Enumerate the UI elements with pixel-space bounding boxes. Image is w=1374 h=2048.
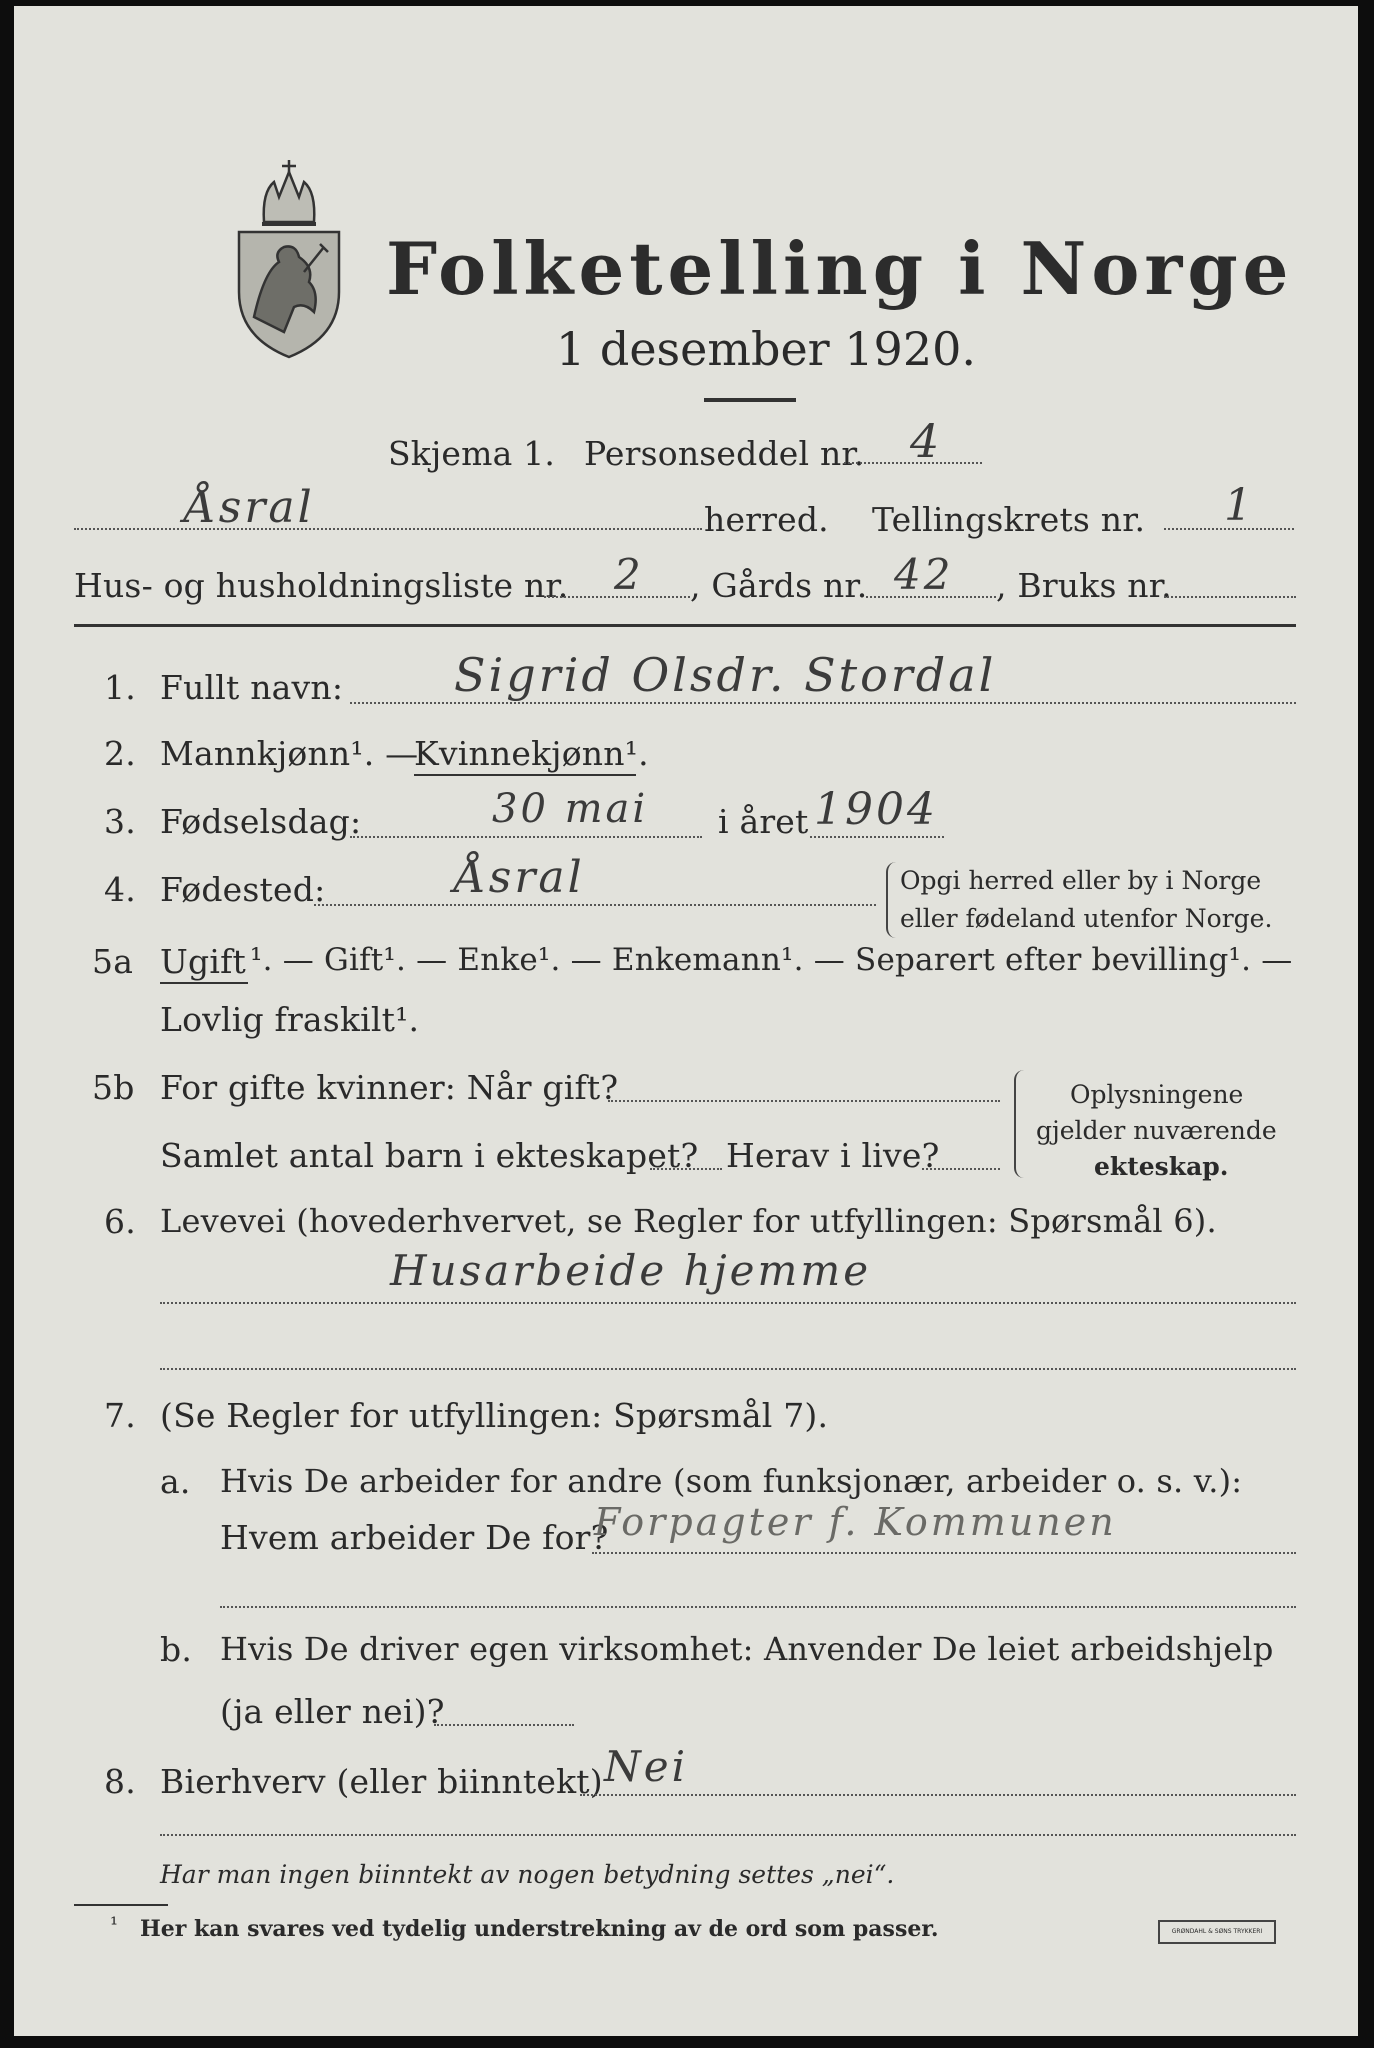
q7b-label2: (ja eller nei)? xyxy=(220,1692,445,1731)
q5b-note1: Oplysningene xyxy=(1070,1080,1244,1109)
printer-stamp-text: GRØNDAHL & SØNS TRYKKERI xyxy=(1171,1928,1263,1935)
q5b-label2: Samlet antal barn i ekteskapet? xyxy=(160,1136,699,1175)
q4-label: Fødested: xyxy=(160,870,326,909)
footnote-text: Her kan svares ved tydelig understrekning av de ord som passer. xyxy=(140,1916,939,1942)
q5b-note-brace xyxy=(1014,1070,1028,1178)
q5a-line2: Lovlig fraskilt¹. xyxy=(160,1000,420,1039)
footnote-rule xyxy=(74,1904,168,1906)
q4-note-line1: Opgi herred eller by i Norge xyxy=(900,866,1262,895)
q1-number: 1. xyxy=(104,668,136,707)
q4-number: 4. xyxy=(104,870,136,909)
q6-value: Husarbeide hjemme xyxy=(390,1246,872,1295)
q3-year-field[interactable] xyxy=(810,836,944,838)
gards-label: , Gårds nr. xyxy=(690,566,868,605)
q8-field[interactable] xyxy=(580,1794,1296,1796)
q4-field[interactable] xyxy=(314,904,876,906)
liste-value: 2 xyxy=(614,550,644,599)
q5b-alive-field[interactable] xyxy=(922,1168,1000,1170)
q5b-when-field[interactable] xyxy=(608,1100,1000,1102)
q2-female: Kvinnekjønn¹. xyxy=(414,734,649,773)
q5b-number: 5b xyxy=(92,1068,135,1107)
q3-day-field[interactable] xyxy=(350,836,702,838)
q3-label: Fødselsdag: xyxy=(160,802,362,841)
q3-value: 30 mai xyxy=(492,786,649,832)
title-divider xyxy=(704,398,796,402)
q7b-field[interactable] xyxy=(434,1724,574,1726)
page-title: Folketelling i Norge xyxy=(386,226,1294,311)
tellingskrets-value: 1 xyxy=(1224,480,1255,531)
q7-number: 7. xyxy=(104,1396,136,1435)
tellingskrets-label: Tellingskrets nr. xyxy=(872,500,1146,539)
q3-year-value: 1904 xyxy=(814,784,938,835)
herred-value: Åsral xyxy=(184,482,315,533)
q3-year-label: i året xyxy=(718,802,809,841)
q8-label: Bierhverv (eller biinntekt) xyxy=(160,1762,603,1801)
herred-field[interactable] xyxy=(74,528,702,530)
q8-number: 8. xyxy=(104,1762,136,1801)
q7a-field[interactable] xyxy=(592,1552,1296,1554)
q7a-label: Hvis De arbeider for andre (som funksjonær, arbeider o. s. v.): xyxy=(220,1462,1243,1500)
personseddel-label: Personseddel nr. xyxy=(584,434,865,473)
footnote-mark: ¹ xyxy=(110,1912,119,1936)
gards-value: 42 xyxy=(894,550,954,599)
q1-field[interactable] xyxy=(350,702,1296,704)
q5a-ugift-underline xyxy=(160,982,248,984)
bruks-label: , Bruks nr. xyxy=(996,566,1172,605)
personseddel-value: 4 xyxy=(910,414,943,468)
skjema-label: Skjema 1. xyxy=(388,434,556,473)
q7a-label2: Hvem arbeider De for? xyxy=(220,1518,609,1557)
q7-label: (Se Regler for utfyllingen: Spørsmål 7). xyxy=(160,1396,829,1435)
q5b-label1: For gifte kvinner: Når gift? xyxy=(160,1068,619,1107)
q4-value: Åsral xyxy=(454,852,585,903)
q5b-note3: ekteskap. xyxy=(1094,1152,1229,1181)
q2-number: 2. xyxy=(104,734,136,773)
q6-field-line1[interactable] xyxy=(160,1302,1296,1304)
bruks-field[interactable] xyxy=(1164,596,1296,598)
q8-field-line2[interactable] xyxy=(160,1834,1296,1836)
q4-note-line2: eller fødeland utenfor Norge. xyxy=(900,904,1273,933)
q6-label: Levevei (hovederhvervet, se Regler for utfyllingen: Spørsmål 6). xyxy=(160,1202,1217,1240)
census-form xyxy=(14,6,1358,2036)
q6-field-line2[interactable] xyxy=(160,1368,1296,1370)
q3-number: 3. xyxy=(104,802,136,841)
q5a-options: ¹. — Gift¹. — Enke¹. — Enkemann¹. — Separert efter bevilling¹. — xyxy=(250,942,1293,978)
q8-value: Nei xyxy=(604,1742,689,1791)
q1-label: Fullt navn: xyxy=(160,668,344,707)
q5b-children-field[interactable] xyxy=(650,1168,722,1170)
q4-note-brace xyxy=(886,862,898,938)
q5b-label3: Herav i live? xyxy=(726,1136,940,1175)
printer-stamp xyxy=(1158,1920,1276,1944)
q2-female-underline xyxy=(414,774,636,776)
q7a-field-line2[interactable] xyxy=(220,1606,1296,1608)
q5a-ugift: Ugift xyxy=(160,942,246,981)
q7a-letter: a. xyxy=(160,1462,191,1501)
q8-note: Har man ingen biinntekt av nogen betydning settes „nei“. xyxy=(160,1860,895,1889)
q1-value: Sigrid Olsdr. Stordal xyxy=(454,648,997,702)
coat-of-arms-lion-icon xyxy=(224,152,354,362)
q5b-note2: gjelder nuværende xyxy=(1036,1116,1277,1145)
q6-number: 6. xyxy=(104,1202,136,1241)
header-rule xyxy=(74,624,1296,627)
q5a-number: 5a xyxy=(92,942,134,981)
q2-male: Mannkjønn¹. — xyxy=(160,734,419,773)
liste-label: Hus- og husholdningsliste nr. xyxy=(74,566,569,605)
herred-label: herred. xyxy=(704,500,829,539)
q7a-value: Forpagter f. Kommunen xyxy=(594,1500,1117,1544)
q7b-letter: b. xyxy=(160,1630,193,1669)
q7b-label: Hvis De driver egen virksomhet: Anvender De leiet arbeidshjelp xyxy=(220,1630,1274,1668)
census-date: 1 desember 1920. xyxy=(556,322,976,376)
